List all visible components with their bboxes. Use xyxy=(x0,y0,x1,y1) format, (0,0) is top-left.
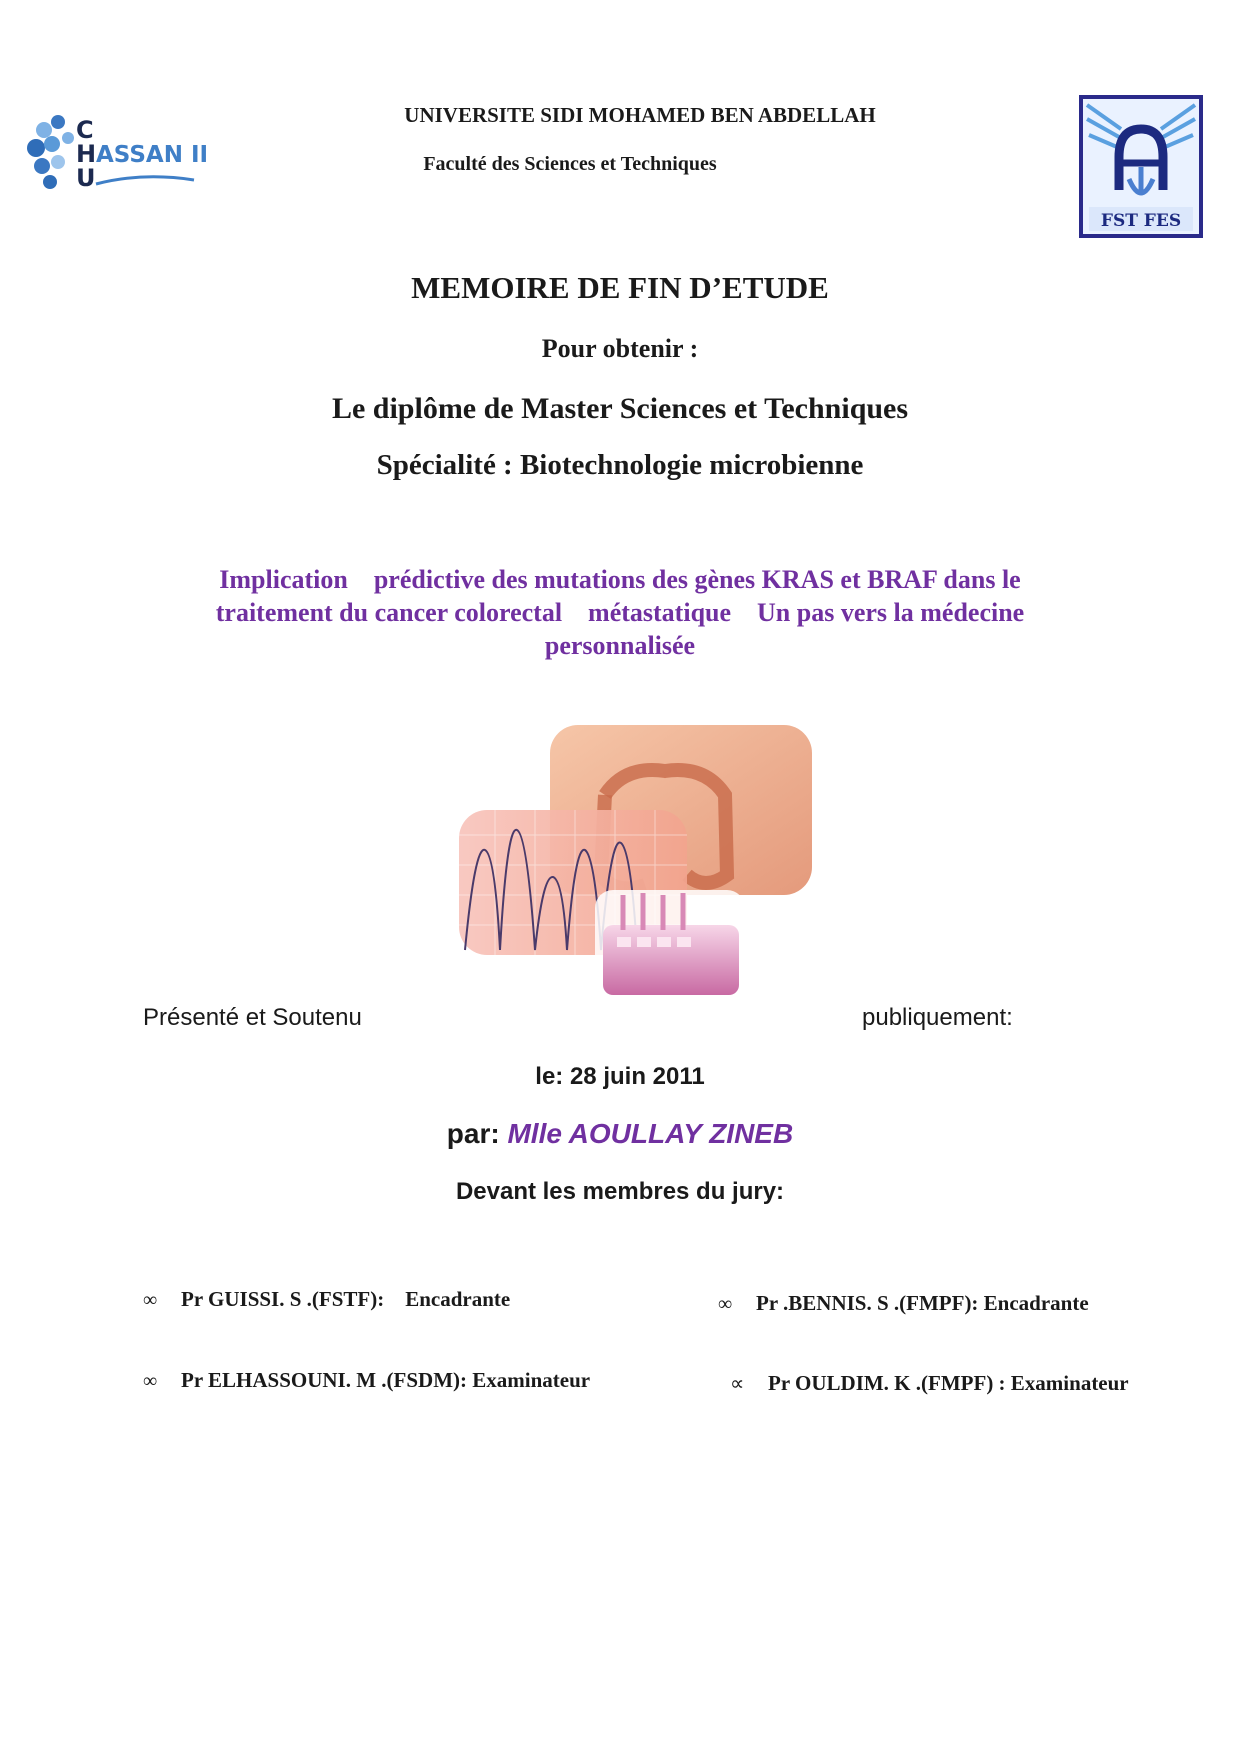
bullet-symbol: ∞ xyxy=(143,1289,158,1311)
subject-line-3: personnalisée xyxy=(544,631,696,660)
jury-member-text: Pr GUISSI. S .(FSTF): Encadrante xyxy=(181,1287,511,1311)
author-name: Mlle AOULLAY ZINEB xyxy=(507,1118,794,1149)
university-name: UNIVERSITE SIDI MOHAMED BEN ABDELLAH xyxy=(404,103,876,127)
bullet-symbol: ∝ xyxy=(730,1373,745,1395)
diplome-title: Le diplôme de Master Sciences et Techniques xyxy=(331,392,909,425)
author-prefix: par: xyxy=(446,1118,508,1149)
presente-label: Présenté et Soutenu xyxy=(143,1004,362,1031)
svg-text:ASSAN II: ASSAN II xyxy=(96,142,209,168)
bullet-symbol: ∞ xyxy=(143,1370,158,1392)
thesis-subject xyxy=(170,563,1070,662)
jury-member xyxy=(143,1287,510,1312)
jury-member xyxy=(718,1291,1089,1316)
svg-text:C: C xyxy=(76,116,94,144)
jury-member-text: Pr ELHASSOUNI. M .(FSDM): Examinateur xyxy=(181,1368,591,1392)
publiquement-label: publiquement: xyxy=(862,1004,1013,1031)
faculty-name: Faculté des Sciences et Techniques xyxy=(423,153,717,175)
jury-member xyxy=(730,1371,1129,1396)
defense-date: le: 28 juin 2011 xyxy=(535,1063,705,1090)
jury-title: Devant les membres du jury: xyxy=(455,1178,785,1205)
svg-text:U: U xyxy=(76,164,96,192)
memoire-title: MEMOIRE DE FIN D’ETUDE xyxy=(411,270,829,305)
specialite-title: Spécialité : Biotechnologie microbienne xyxy=(376,449,864,481)
jury-member xyxy=(143,1368,590,1393)
jury-member-text: Pr .BENNIS. S .(FMPF): Encadrante xyxy=(756,1291,1089,1315)
jury-member-text: Pr OULDIM. K .(FMPF) : Examinateur xyxy=(768,1371,1129,1395)
author-line xyxy=(0,1118,1240,1150)
fst-fes-logo xyxy=(1079,95,1203,238)
subject-line-1: Implication prédictive des mutations des gènes KRAS et BRAF dans le xyxy=(219,565,1021,594)
subject-line-2: traitement du cancer colorectal métastatique Un pas vers la médecine xyxy=(215,598,1025,627)
svg-text:H: H xyxy=(76,140,97,168)
fst-logo-text: FST FES xyxy=(1100,211,1182,231)
chu-hassan-logo xyxy=(22,100,212,210)
bullet-symbol: ∞ xyxy=(718,1293,733,1315)
medical-illustration xyxy=(455,725,825,1005)
pour-obtenir: Pour obtenir : xyxy=(541,334,699,363)
